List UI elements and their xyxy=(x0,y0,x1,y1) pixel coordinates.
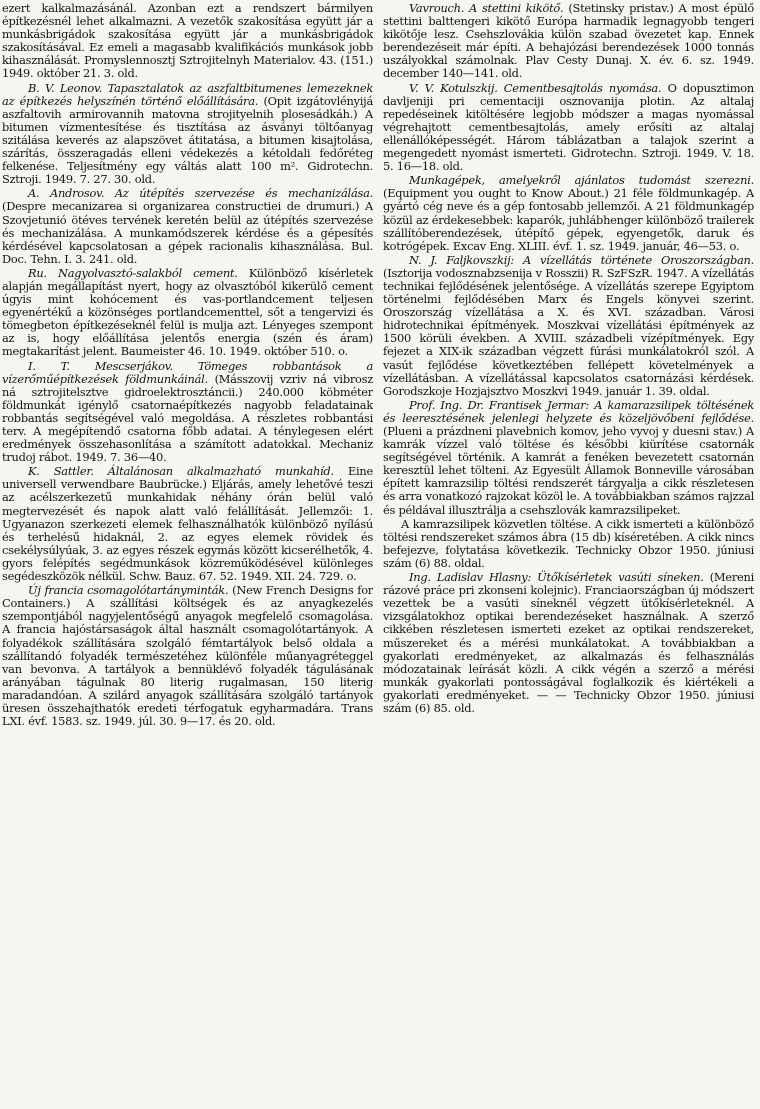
abstract-paragraph xyxy=(383,518,754,570)
abstract-entry xyxy=(383,2,754,81)
abstract-entry xyxy=(2,465,373,583)
abstract-title: Ru. Nagyolvasztó-salakból cement. xyxy=(28,265,238,280)
abstract-body: O dopusztimon davljeniji pri cementaciji osznovanija plotin. Az altalaj repedéseinek kitöltésére legjobb módszer a magas nyomással végrehajtott cementbesajtolás, amely erősíti az altalaj ellenállóképességét. Három táblázatban a talajok szerint a megengedett nyomást ismerteti. Gidrotechn. Sztroji. 1949. V. 18. 5. 16—18. old. xyxy=(383,80,754,174)
abstract-body: (Opit izgátovlényijá aszfaltovih armirovannih matovna strojityelnih plosesádkáh.) A bitumen vízmentesítése és tisztítása az ásványi töltőanyag szitálása keverés az alapszövet átitatása, a bitumen kisajtolása, szárítás, összeragadás elleni védekezés a kétoldali fedőréteg felkenése. Teljesítmény egy váltás alatt 100 m². Gidrotechn. Sztroji. 1949. 7. 27. 30. old. xyxy=(2,93,373,187)
abstract-title: Munkagépek, amelyekről ajánlatos tudomást szerezni. xyxy=(409,173,754,188)
abstract-body: (Equipment you ought to Know About.) 21 féle földmunkagép. A gyártó cég neve és a gép fontosabb jellemzői. A 21 földmunkagép közül az érdekesebbek: kaparók, juhlábhenger különböző trailerek szállítóberendezések, útépítő gépek, egyengetők, daruk és kotrógépek. Excav Eng. XLIII. évf. 1. sz. 1949. január, 46—53. o. xyxy=(383,186,754,253)
abstract-body: (Mereni rázové práce pri zkonseni kolejnic). Franciaországban új módszert vezettek be a vasúti síneknél végzett ütőkísérleteknél. A vizsgálatokhoz optikai berendezéseket használnak. A szerző cikkében részletesen ismerteti ezeket az optikai rendszereket, műszereket és a mérési munkálatokat. A továbbiakban a gyakorlati eredményeket, az alkalmazás és felhasználás módozatainak leírását közli. A cikk végén a szerző a mérési munkák gyakorlati pontosságával foglalkozik és kiértékeli a gyakorlati eredményeket. — — Technicky Obzor 1950. júniusi szám (6) 85. old. xyxy=(383,570,754,715)
abstract-entry xyxy=(383,254,754,398)
abstract-title: A. Androsov. Az útépítés szervezése és mechanizálása. xyxy=(28,186,373,201)
abstract-body: ezert kalkalmazásánál. Azonban ezt a rendszert bármilyen építkezésnél lehet alkalmazni. A vezetők szakosítása együtt jár a munkásbrigádok szakosítása együtt jár a munkásbrigádok szakosításával. Ez emeli a magasabb kvalifikációs munkások jobb kihasználását. Promyslennosztj Sztrojitelnyh Materialov. 43. (151.) 1949. október 21. 3. old. xyxy=(2,2,373,81)
abstract-entry xyxy=(2,187,373,266)
abstract-body: (New French Designs for Containers.) A szállítási költségek és az anyagkezelés szempontjából nagyjelentőségű anyagok megfelelő csomagolása. A francia hajóstársaságok által használt csomagolótartányok. A folyadékok szállítására szolgáló fémtartályok belső oldala a szállítandó folyadék természetéhez különféle műanyagréteggel van bevonva. A tartályok a bennüklévő folyadék tágulásának arányában tágulnak 80 literig rugalmasan, 150 literig maradandóan. A szilárd anyagok szállítására szolgáló tartányok üresen összehajthatók eredeti térfogatuk egyharmadára. Trans LXI. évf. 1583. sz. 1949. júl. 30. 9—17. és 20. old. xyxy=(2,583,373,729)
abstract-body: A kamrazsilipek közvetlen töltése. A cikk ismerteti a különböző töltési rendszereket számos ábra (15 db) kíséretében. A cikk nincs befejezve, folytatása következik. Technicky Obzor 1950. júniusi szám (6) 88. oldal. xyxy=(383,516,754,570)
abstract-title: I. T. Mescserjákov. Tömeges robbantások a vízerőműépítkezések földmunkáinál. xyxy=(2,358,373,386)
right-column xyxy=(383,2,754,1105)
abstract-body: (Plueni a prázdneni plavebnich komov, jeho vyvoj y duesni stav.) A kamrák vízzel való töltése és későbbi kiürítése csatornák segítségével történik. A kamrát a fenéken bevezetett csatornán keresztül lehet tölteni. Az Egyesült Államok Bonneville városában épített kamrazsilip töltési rendszerét tárgyalja a cikk részletesen és arra vonatkozó rajzokat közöl le. A továbbiakban számos rajzzal és példával illusztrálja a csehszlovák kamrazsilipeket. xyxy=(383,424,754,517)
abstract-title: Új francia csomagolótartányminták. xyxy=(28,583,229,598)
abstract-entry xyxy=(2,267,373,359)
abstract-body: (Másszovij vzriv ná vibrosz ná sztrojitelsztve gidroelektrosztáncii.) 240.000 köbméter földmunkát igénylő csatornaépítkezés nagyobb feladatainak robbantás segítségével való megoldása. A részletes robbantási terv. A megépítendő csatorna főbb adatai. A ténylegesen elért eredmények összehasonlítása a számított adatokkal. Mechaniz trudoj rábot. 1949. 7. 36—40. xyxy=(2,371,373,465)
abstract-entry xyxy=(2,360,373,465)
abstract-body: Eine universell verwendbare Baubrücke.) Eljárás, amely lehetővé teszi az acélszerkezetű munkahidak néhány órán belül való megtervezését és napok alatt való felállítását. Jellemzői: 1. Ugyanazon szerkezeti elemek felhasználhatók különböző nyílású és terhelésű hidaknál, 2. az egyes elemek rövidek és csekélysúlyúak, 3. az egyes részek egymás között kicserélhetők, 4. gyors felépítés segédmunkások közreműködésével különleges segédeszközök nélkül. Schw. Bauz. 67. 52. 1949. XII. 24. 729. o. xyxy=(2,464,373,584)
abstract-entry xyxy=(383,399,754,517)
abstract-entry xyxy=(2,2,373,81)
abstract-title: V. V. Kotulszkij. Cementbesajtolás nyomása. xyxy=(409,80,662,95)
abstract-title: Prof. Ing. Dr. Frantisek Jermar: A kamarazsilipek töltésének és leeresztésének jelenlegi helyzete és közeljövőbeni fejlődése. xyxy=(383,397,754,425)
abstract-entry xyxy=(383,571,754,715)
abstract-entry xyxy=(2,584,373,728)
abstract-title: Ing. Ladislav Hlasny: Ütőkísérletek vasúti síneken. xyxy=(409,570,704,585)
abstract-body: Különböző kísérletek alapján megállapítást nyert, hogy az olvasztóból kikerülő cement úgyis mint kohócement és vas-portlandcement teljesen egyenértékű a közönséges portlandcementtel, sőt a tengervizi és tömegbeton építkezéseknél felül is mulja azt. Lényeges szempont az is, hogy előállítása jelentős energia (szén és áram) megtakarítást jelent. Baumeister 46. 10. 1949. október 510. o. xyxy=(2,265,373,359)
abstract-title: Vavrouch. A stettini kikötő. xyxy=(409,2,564,15)
abstract-title: B. V. Leonov. Tapasztalatok az aszfaltbitumenes lemezeknek az építkezés helyszínén történő előállítására. xyxy=(2,80,373,108)
abstract-entry xyxy=(2,82,373,187)
abstract-entry xyxy=(383,82,754,174)
abstract-body: (Stetinsky pristav.) A most épülő stettini balttengeri kikötő Európa harmadik legnagyobb tengeri kikötője lesz. Csehszlovákia külön szabad övezetet kap. Ennek berendezéseit már építi. A behajózási berendezések 1000 tonnás uszályokkal számolnak. Plav Cesty Dunaj. X. év. 6. sz. 1949. december 140—141. old. xyxy=(383,2,754,81)
abstract-body: (Despre mecanizarea si organizarea constructiei de drumuri.) A Szovjetunió ötéves tervének keretén belül az útépítés szervezése és mechanizálása. A munkamódszerek kérdése és a gépesítés kérdésével kapcsolatosan a gépek racionalis kihasználása. Bul. Doc. Tehn. I. 3. 241. old. xyxy=(2,199,373,266)
abstract-title: K. Sattler. Általánosan alkalmazható munkahíd. xyxy=(28,464,334,479)
abstract-body: (Isztorija vodosznabzsenija v Rosszii) R. SzFSzR. 1947. A vízellátás technikai fejlődésének jelentősége. A vízellátás szerepe Egyiptom történelmi fejlődésében Marx és Engels könyvei szerint. Oroszország vízellátása a X. és XVI. században. Városi hidrotechnikai építmények. Moszkvai vízellátási építmények az 1500 körüli években. A XVIII. századbeli vízépítmények. Egy fejezet a XIX-ik században végzett fúrási munkálatokról szól. A vasút fejlődése következtében fellépett követelmények a vízellátásban. A vízellátással kapcsolatos csatornázási kérdések. Gorodszkoje Hozjajsztvo Moszkvi 1949. január 1. 39. oldal. xyxy=(383,265,754,398)
left-column xyxy=(2,2,373,1105)
abstract-title: N. J. Faljkovszkij: A vízellátás története Oroszországban. xyxy=(409,252,754,267)
abstract-entry xyxy=(383,174,754,253)
